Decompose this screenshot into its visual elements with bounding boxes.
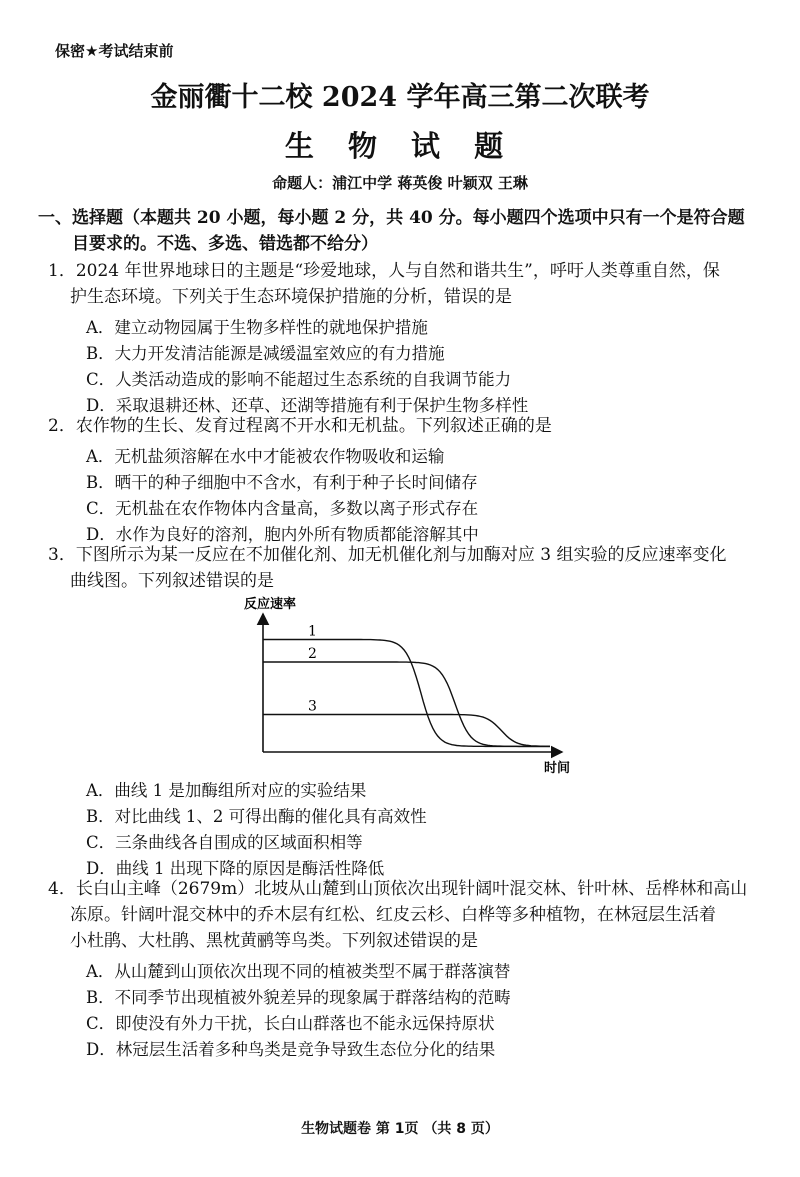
q2-option-a: A．无机盐须溶解在水中才能被农作物吸收和运输 [86,447,445,466]
curve-1 [263,640,550,747]
q4-option-c: C．即使没有外力干扰，长白山群落也不能永远保持原状 [86,1014,495,1033]
curve-label-1: 1 [308,623,317,640]
reaction-rate-chart [232,590,592,780]
q4-option-d: D．林冠层生活着多种鸟类是竞争导致生态位分化的结果 [86,1040,496,1059]
x-axis-label: 时间 [544,761,571,776]
q4-option-a: A．从山麓到山顶依次出现不同的植被类型不属于群落演替 [86,962,511,981]
q2-option-c: C．无机盐在农作物体内含量高，多数以离子形式存在 [86,499,479,518]
confidential-mark: 保密★考试结束前 [55,42,174,60]
q4-stem-line2: 冻原。针阔叶混交林中的乔木层有红松、红皮云杉、白桦等多种植物，在林冠层生活着 [70,905,716,925]
y-axis-label: 反应速率 [244,597,297,612]
page-footer: 生物试题卷 第 1页 （共 8 页） [301,1121,499,1137]
q2-option-d: D．水作为良好的溶剂，胞内外所有物质都能溶解其中 [86,525,479,544]
subject-title: 生 物 试 题 [284,129,516,163]
q3-option-c: C．三条曲线各自围成的区域面积相等 [86,833,363,852]
q2-stem: 2．农作物的生长、发育过程离不开水和无机盐。下列叙述正确的是 [48,416,552,436]
q3-stem-line1: 3．下图所示为某一反应在不加催化剂、加无机催化剂与加酶对应 3 组实验的反应速率变化 [48,545,727,565]
q1-option-b: B．大力开发清洁能源是减缓温室效应的有力措施 [86,344,445,363]
q1-option-c: C．人类活动造成的影响不能超过生态系统的自我调节能力 [86,370,512,389]
curve-label-2: 2 [308,646,317,662]
authors-line: 命题人：浦江中学 蒋英俊 叶颖双 王琳 [272,174,528,192]
q3-stem-line2: 曲线图。下列叙述错误的是 [70,571,274,591]
curve-3 [263,715,550,747]
curve-2 [263,662,550,746]
q2-option-b: B．晒干的种子细胞中不含水，有利于种子长时间储存 [86,473,478,492]
q4-stem-line3: 小杜鹃、大杜鹃、黑枕黄鹂等鸟类。下列叙述错误的是 [70,931,478,951]
q4-stem-line1: 4．长白山主峰（2679m）北坡从山麓到山顶依次出现针阔叶混交林、针叶林、岳桦林和高山 [48,879,748,899]
q1-stem-line1: 1．2024 年世界地球日的主题是“珍爱地球，人与自然和谐共生”，呼吁人类尊重自然，保 [48,261,720,281]
q3-option-d: D．曲线 1 出现下降的原因是酶活性降低 [86,859,385,878]
q1-option-a: A．建立动物园属于生物多样性的就地保护措施 [86,318,428,337]
q3-option-b: B．对比曲线 1、2 可得出酶的催化具有高效性 [86,807,427,826]
exam-title: 金丽衢十二校 2024 学年高三第二次联考 [150,82,650,113]
q4-option-b: B．不同季节出现植被外貌差异的现象属于群落结构的范畴 [86,988,511,1007]
section-instructions-line1: 一、选择题（本题共 20 小题，每小题 2 分，共 40 分。每小题四个选项中只有一个是符合题 [38,208,745,228]
curve-label-3: 3 [308,698,317,715]
q3-option-a: A．曲线 1 是加酶组所对应的实验结果 [86,781,367,800]
section-instructions-line2: 目要求的。不选、多选、错选都不给分） [72,234,378,254]
q1-stem-line2: 护生态环境。下列关于生态环境保护措施的分析，错误的是 [70,287,512,307]
q1-option-d: D．采取退耕还林、还草、还湖等措施有利于保护生物多样性 [86,396,529,415]
